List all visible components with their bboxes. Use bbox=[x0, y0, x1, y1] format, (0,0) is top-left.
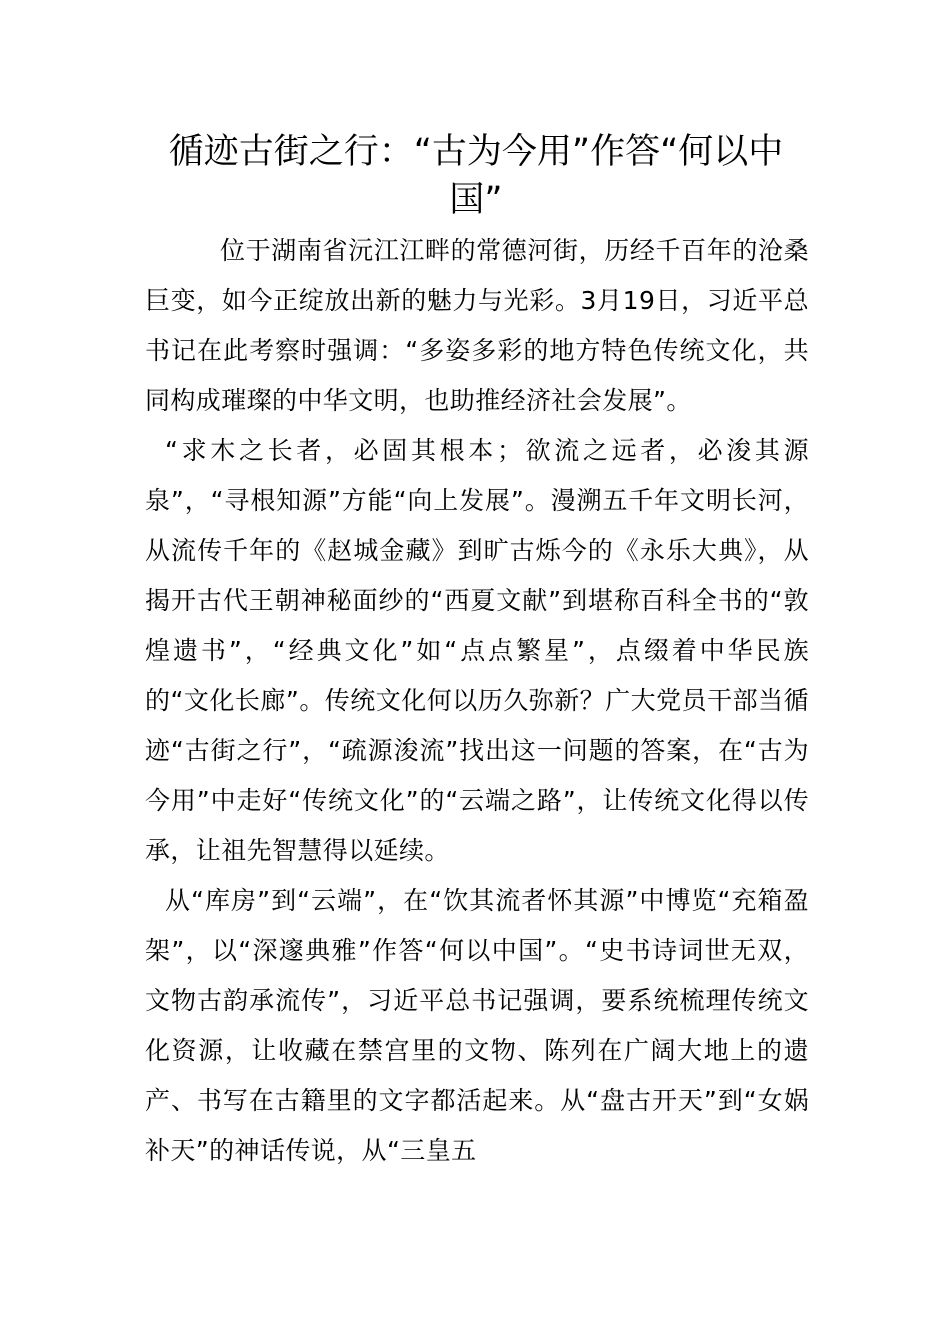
paragraph-1: 位于湖南省沅江江畔的常德河街，历经千百年的沧桑巨变，如今正绽放出新的魅力与光彩。3月19日，习近平总书记在此考察时强调：“多姿多彩的地方特色传统文化，共同构成璀璨的中华文明，也助推经济社会发展”。 bbox=[145, 236, 809, 415]
paragraph-2: “求木之长者，必固其根本；欲流之远者，必浚其源泉”，“寻根知源”方能“向上发展”。漫溯五千年文明长河，从流传千年的《赵城金藏》到旷古烁今的《永乐大典》，从揭开古代王朝神秘面纱的“西夏文献”到堪称百科全书的“敦煌遗书”，“经典文化”如“点点繁星”，点缀着中华民族的“文化长廊”。传统文化何以历久弥新？广大党员干部当循迹“古街之行”，“疏源浚流”找出这一问题的答案，在“古为今用”中走好“传统文化”的“云端之路”，让传统文化得以传承，让祖先智慧得以延续。 bbox=[145, 436, 809, 865]
document-body bbox=[145, 226, 809, 1176]
paragraph-3: 从“库房”到“云端”，在“饮其流者怀其源”中博览“充箱盈架”，以“深邃典雅”作答“何以中国”。“史书诗词世无双，文物古韵承流传”，习近平总书记强调，要系统梳理传统文化资源，让收藏在禁宫里的文物、陈列在广阔大地上的遗产、书写在古籍里的文字都活起来。从“盘古开天”到“女娲补天”的神话传说，从“三皇五 bbox=[145, 886, 809, 1165]
document-title: 循迹古街之行：“古为今用”作答“何以中国” bbox=[168, 132, 784, 220]
